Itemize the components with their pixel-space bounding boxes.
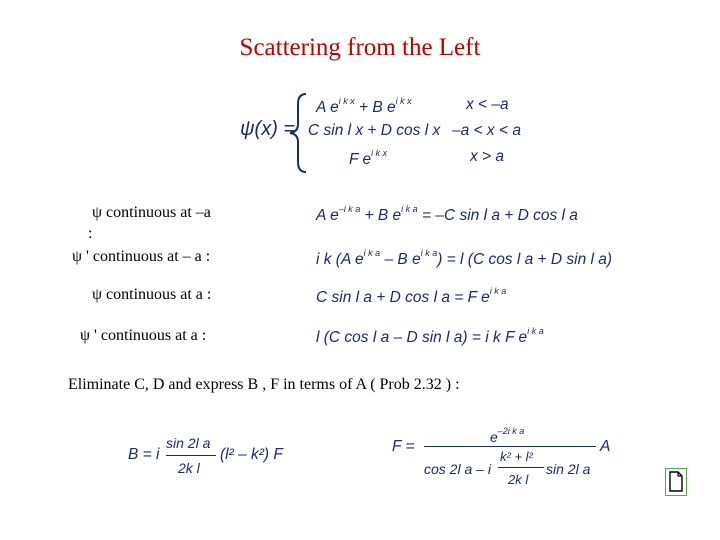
piece-1-expression: A $e^{i k x} + B$ $e^{i k x}$ xyxy=(316,96,412,116)
result-f-rest: A xyxy=(600,438,611,455)
result-f-lhs: F = xyxy=(392,438,415,455)
result-b-denominator: 2k l xyxy=(178,460,200,476)
elimination-note: Eliminate C, D and express B , F in terms of A ( Prob 2.32 ) : xyxy=(68,376,460,393)
condition-3-label: ψ continuous at a : xyxy=(92,286,212,303)
condition-4-equation: l (C cos l a – D sin l a) = i k F $e^{i k a}$ xyxy=(316,326,544,346)
piece-2-condition: –a < x < a xyxy=(452,122,521,139)
result-f-denominator-a: cos 2l a – i xyxy=(424,461,491,477)
result-f-inner-bar xyxy=(498,467,544,468)
condition-3-equation: C sin l a + D cos l a = F $e^{i k a}$ xyxy=(316,286,507,306)
result-f-denominator-b: sin 2l a xyxy=(546,461,591,477)
slide-title: Scattering from the Left xyxy=(239,34,481,61)
condition-1-colon: : xyxy=(88,225,93,242)
condition-4-label: ψ ' continuous at a : xyxy=(80,327,207,344)
result-b-numerator: sin 2l a xyxy=(166,435,211,451)
piece-1-condition: x < –a xyxy=(466,96,509,113)
condition-1-equation: A $e^{-i k a} + B$ $e^{i k a} = -C$ sin l a + D cos l a xyxy=(316,204,578,224)
piece-2-expression: C sin l x + D cos l x xyxy=(308,122,441,139)
document-icon[interactable] xyxy=(665,468,687,496)
piece-3-expression: F $e^{i k x}$ xyxy=(349,148,388,168)
result-b-lhs: B = i xyxy=(128,446,160,463)
result-f-inner-denominator: 2k l xyxy=(508,472,529,487)
result-f-inner-numerator: k² + l² xyxy=(500,449,533,464)
piece-3-condition: x > a xyxy=(470,148,505,165)
result-b-fraction-bar xyxy=(166,455,216,456)
result-f-fraction-bar xyxy=(424,446,596,447)
condition-2-label: ψ ' continuous at – a : xyxy=(72,248,211,265)
psi-lhs: ψ(x) = xyxy=(240,118,296,140)
result-f-numerator: $e^{-2i k a}$ xyxy=(490,426,525,445)
condition-2-equation: i k (A $e^{i k a}$ – B $e^{i k a}) = l$ (C cos l a + D sin l a) xyxy=(316,248,613,268)
curly-brace-icon xyxy=(286,92,310,174)
result-b-rest: (l² – k²) F xyxy=(220,446,283,463)
condition-1-label: ψ continuous at –a xyxy=(92,204,211,221)
